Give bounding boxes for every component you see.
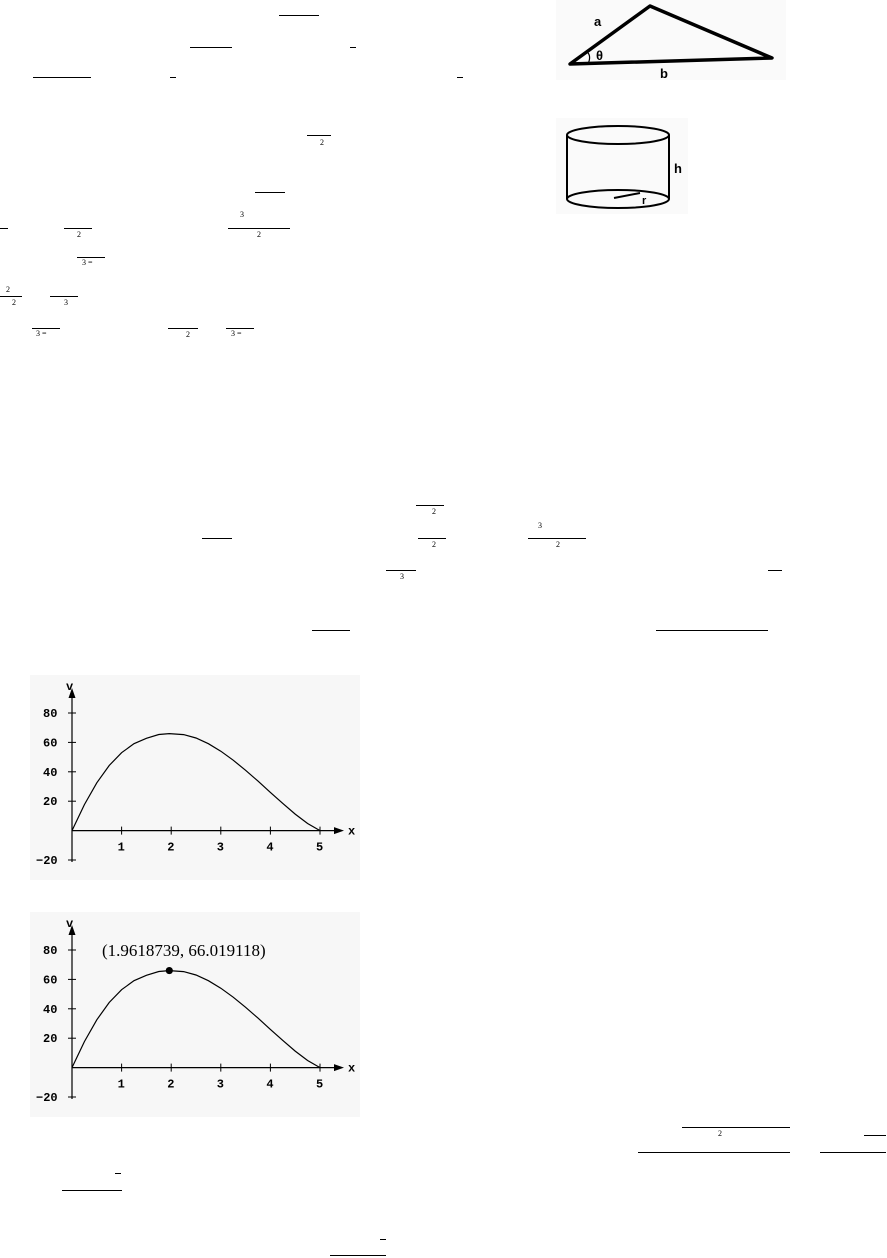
fraction-bar xyxy=(0,228,8,229)
angle-label-theta: θ xyxy=(596,48,604,63)
x-tick-label: 2 xyxy=(167,840,175,855)
superscript: 2 xyxy=(556,540,560,549)
radical-bar xyxy=(418,538,446,539)
height-label: h xyxy=(674,161,682,176)
fraction-bar xyxy=(528,538,586,539)
radical-bar xyxy=(64,228,92,229)
radical-bar xyxy=(50,296,78,297)
radical-bar xyxy=(386,570,416,571)
x-tick-label: 3 xyxy=(216,840,225,855)
fraction-bar xyxy=(228,228,290,229)
maximum-point-label: (1.9618739, 66.019118) xyxy=(102,941,266,960)
superscript: 2 xyxy=(6,285,10,294)
y-tick-label: 60 xyxy=(43,973,58,988)
y-axis-label: v xyxy=(66,680,74,694)
fraction-bar xyxy=(864,1135,886,1136)
fraction-bar xyxy=(190,47,232,48)
x-tick-label: 5 xyxy=(316,840,324,855)
fraction-bar xyxy=(255,192,285,193)
superscript: 3 xyxy=(240,210,244,219)
superscript: 2 xyxy=(257,230,261,239)
triangle-diagram xyxy=(556,0,786,80)
radical-bar xyxy=(416,505,444,506)
radical-bar xyxy=(307,135,331,136)
y-tick-label: 20 xyxy=(43,795,58,810)
figure-background xyxy=(556,0,786,80)
fraction-bar xyxy=(350,47,356,48)
math-fragment: 3 = xyxy=(36,329,47,338)
x-tick-label: 3 xyxy=(216,1077,225,1092)
radius-label: r xyxy=(642,195,647,207)
plot-1-svg xyxy=(30,675,360,880)
fraction-bar xyxy=(457,77,463,78)
plot-2-svg xyxy=(30,912,360,1117)
superscript: 2 xyxy=(186,330,190,339)
x-tick-label: 2 xyxy=(167,1077,175,1092)
fraction-bar xyxy=(0,296,22,297)
fraction-bar xyxy=(380,1239,386,1240)
side-label-a: a xyxy=(594,14,602,29)
maximum-point-marker xyxy=(166,967,173,974)
fraction-bar xyxy=(656,630,768,631)
superscript: 3 xyxy=(538,521,542,530)
y-tick-label: 80 xyxy=(43,944,58,958)
y-tick-label: 40 xyxy=(43,765,58,780)
superscript: 2 xyxy=(718,1129,722,1138)
cylinder-figure xyxy=(556,118,688,214)
side-label-b: b xyxy=(660,66,668,80)
y-tick-label: −20 xyxy=(36,854,58,868)
x-tick-label: 4 xyxy=(266,1077,274,1092)
fraction-bar xyxy=(202,538,232,539)
fraction-bar xyxy=(768,570,782,571)
fraction-bar xyxy=(638,1152,790,1153)
superscript: 2 xyxy=(77,230,81,239)
y-tick-label: 20 xyxy=(43,1032,58,1047)
y-tick-label: 40 xyxy=(43,1002,58,1017)
superscript: 3 xyxy=(64,298,68,307)
x-tick-label: 1 xyxy=(117,840,125,855)
y-axis-label: v xyxy=(66,917,74,931)
superscript: 2 xyxy=(320,138,324,147)
fraction-bar xyxy=(312,630,350,631)
cylinder-diagram xyxy=(556,118,688,214)
math-fragment: 3 = xyxy=(82,258,93,267)
y-tick-label: −20 xyxy=(36,1091,58,1105)
x-axis-label: x xyxy=(348,824,356,839)
fraction-bar xyxy=(62,1190,122,1191)
radical-bar xyxy=(168,328,198,329)
superscript: 2 xyxy=(432,507,436,516)
radical-bar xyxy=(682,1127,790,1128)
plot-1 xyxy=(30,675,360,880)
superscript: 2 xyxy=(432,540,436,549)
superscript: 2 xyxy=(12,298,16,307)
fraction-bar xyxy=(33,77,91,78)
x-axis-label: x xyxy=(348,1061,356,1076)
fraction-bar xyxy=(279,15,319,16)
plot-background xyxy=(30,675,360,880)
fraction-bar xyxy=(820,1152,886,1153)
fraction-bar xyxy=(115,1173,121,1174)
fraction-bar xyxy=(170,77,176,78)
y-tick-label: 80 xyxy=(43,707,58,721)
fraction-bar xyxy=(330,1255,386,1256)
x-tick-label: 1 xyxy=(117,1077,125,1092)
triangle-figure xyxy=(556,0,786,80)
x-tick-label: 4 xyxy=(266,840,274,855)
superscript: 3 xyxy=(400,572,404,581)
x-tick-label: 5 xyxy=(316,1077,324,1092)
math-fragment: 3 = xyxy=(231,329,242,338)
y-tick-label: 60 xyxy=(43,736,58,751)
plot-2 xyxy=(30,912,360,1117)
